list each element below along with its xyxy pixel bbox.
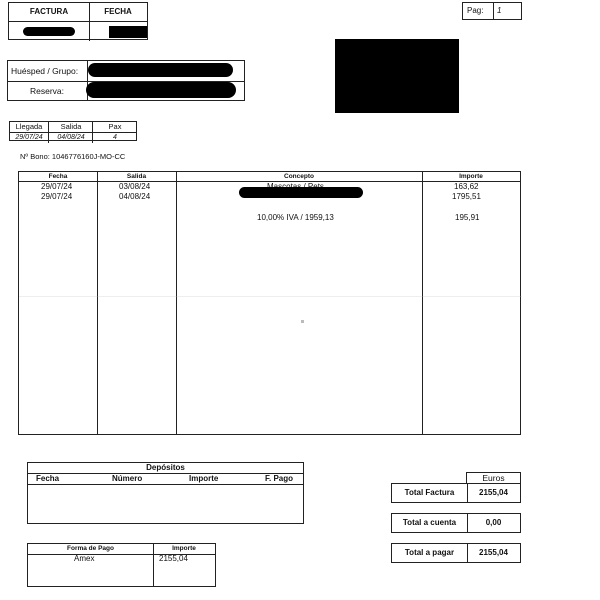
row1-importe: 163,62 [454, 182, 479, 191]
redaction-invoice-date [109, 26, 147, 38]
redaction-reservation [86, 82, 236, 98]
payment-amount-value: 2155,04 [159, 554, 188, 563]
total-factura-label: Total Factura [392, 484, 468, 502]
row2-salida: 04/08/24 [119, 192, 151, 201]
redaction-logo-block [335, 39, 459, 113]
fecha-label: FECHA [89, 3, 147, 22]
row2-fecha: 29/07/24 [41, 192, 73, 201]
page-label: Pag: [467, 6, 484, 15]
salida-label: Salida [48, 122, 93, 132]
factura-label: FACTURA [9, 3, 90, 22]
row1-salida: 03/08/24 [119, 182, 151, 191]
pax-value: 4 [92, 132, 137, 143]
huesped-label: Huésped / Grupo: [11, 66, 79, 76]
total-pagar-row [391, 543, 521, 563]
salida-value: 04/08/24 [48, 132, 93, 143]
redaction-guest-name [88, 63, 233, 77]
payment-method-header: Forma de Pago [28, 544, 153, 555]
deposits-title: Depósitos [28, 463, 303, 474]
currency-label: Euros [466, 472, 521, 484]
redaction-concept [239, 187, 363, 198]
col-header-concepto: Concepto [284, 173, 314, 180]
concepts-table [18, 171, 521, 435]
redaction-invoice-number [23, 27, 75, 36]
deposits-header-fecha: Fecha [36, 474, 60, 483]
payment-method-value: Amex [74, 554, 95, 563]
col-header-fecha: Fecha [48, 173, 68, 180]
page-number-box [462, 2, 522, 20]
bono-number: Nº Bono: 1046776160J-MO-CC [20, 152, 126, 161]
total-cuenta-label: Total a cuenta [392, 514, 468, 532]
deposits-header-importe: Importe [189, 474, 219, 483]
factura-value [9, 21, 90, 41]
fecha-value [89, 21, 147, 41]
deposits-header-fpago: F. Pago [265, 474, 294, 483]
total-factura-value: 2155,04 [479, 488, 508, 497]
page-value: 1 [493, 3, 527, 19]
payment-method-box [27, 543, 216, 587]
row1-fecha: 29/07/24 [41, 182, 73, 191]
total-cuenta-value: 0,00 [485, 518, 502, 527]
total-factura-row [391, 483, 521, 503]
deposits-box [27, 462, 304, 524]
total-pagar-label: Total a pagar [392, 544, 468, 562]
iva-concepto: 10,00% IVA / 1959,13 [257, 213, 334, 222]
stay-box [9, 121, 137, 141]
llegada-label: Llegada [15, 122, 43, 131]
guest-box [7, 60, 245, 101]
reserva-label: Reserva: [30, 86, 65, 96]
iva-importe: 195,91 [455, 213, 480, 222]
total-pagar-value: 2155,04 [479, 548, 508, 557]
row2-importe: 1795,51 [452, 192, 481, 201]
deposits-header-numero: Número [112, 474, 143, 483]
payment-amount-header: Importe [153, 544, 215, 555]
total-cuenta-row [391, 513, 521, 533]
col-header-importe: Importe [459, 173, 483, 180]
pax-label: Pax [92, 122, 137, 132]
invoice-header-box [8, 2, 148, 40]
llegada-value: 29/07/24 [10, 132, 48, 143]
col-header-salida: Salida [126, 173, 147, 180]
